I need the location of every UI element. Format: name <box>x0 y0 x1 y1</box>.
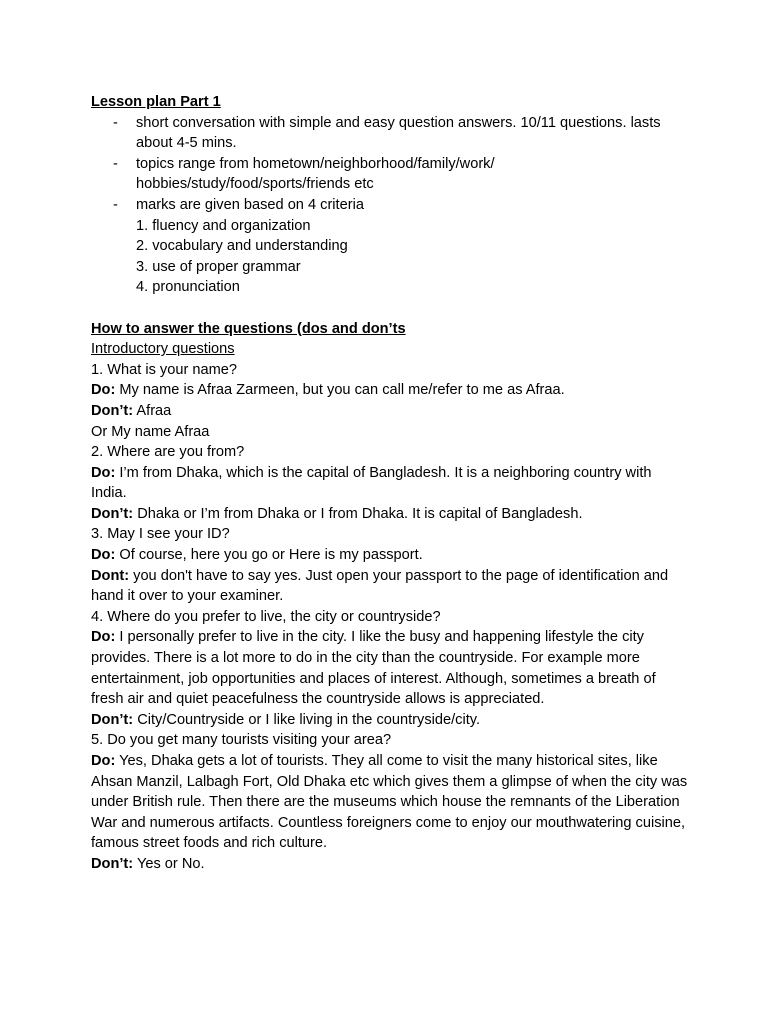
criteria-item: 1. fluency and organization <box>136 217 311 234</box>
qa-text: 4. Where do you prefer to live, the city or countryside? <box>91 608 441 625</box>
criteria-item: 4. pronunciation <box>136 279 240 296</box>
bullet-text: topics range from hometown/neighborhood/family/work/ hobbies/study/food/sports/friends etc <box>136 155 495 193</box>
qa-line <box>91 627 691 709</box>
qa-line <box>91 401 691 422</box>
section-title: How to answer the questions (dos and don’ts <box>91 320 406 337</box>
qa-line <box>91 442 691 463</box>
bullet-dash: - <box>113 155 118 172</box>
qa-line <box>91 730 691 751</box>
qa-line <box>91 751 691 854</box>
qa-line <box>91 524 691 545</box>
qa-text: 2. Where are you from? <box>91 444 245 461</box>
qa-label: Do: <box>91 753 116 769</box>
bullet-item <box>91 154 691 195</box>
qa-line <box>91 463 691 504</box>
criteria-list <box>91 216 691 298</box>
qa-line <box>91 545 691 566</box>
qa-line <box>91 607 691 628</box>
qa-label: Do: <box>91 547 116 564</box>
qa-line <box>91 422 691 443</box>
qa-line <box>91 566 691 607</box>
blank-line <box>91 298 691 319</box>
qa-text: City/Countryside or I like living in the countryside/city. <box>133 711 481 728</box>
qa-label: Do: <box>91 629 116 646</box>
qa-text: Yes, Dhaka gets a lot of tourists. They all come to visit the many historical sites, like Ahsan Manzil, Lalbagh Fort, Old Dhaka etc which gives them a glimpse of when the city was under British rule. Then there are the museums which house the remnants of the Liberation War and numerous artifacts. Countless foreigners come to enjoy our mouthwatering cuisine, famous street foods and rich culture. <box>91 753 688 852</box>
qa-text: Afraa <box>133 402 172 419</box>
qa-text: I personally prefer to live in the city. I like the busy and happening lifestyle the city provides. There is a lot more to do in the city than the countryside. For example more entertainment, job opportunities and places of interest. Although, sometimes a breath of fresh air and quiet peacefulness the countryside allows is appreciated. <box>91 629 656 708</box>
qa-line <box>91 380 691 401</box>
bullet-dash: - <box>113 196 118 213</box>
qa-text: 5. Do you get many tourists visiting your area? <box>91 732 392 749</box>
qa-label: Don’t: <box>91 855 134 872</box>
criteria-item: 2. vocabulary and understanding <box>136 238 348 255</box>
qa-text: My name is Afraa Zarmeen, but you can call me/refer to me as Afraa. <box>115 382 565 399</box>
qa-line <box>91 854 691 875</box>
qa-label: Do: <box>91 382 116 399</box>
bullet-item <box>91 195 691 216</box>
qa-text: you don't have to say yes. Just open your passport to the page of identification and hand it over to your examiner. <box>91 567 669 605</box>
lesson-plan-title: Lesson plan Part 1 <box>91 94 221 110</box>
qa-label: Dont: <box>91 567 130 584</box>
qa-text: Dhaka or I’m from Dhaka or I from Dhaka. It is capital of Bangladesh. <box>133 505 583 522</box>
qa-text: Of course, here you go or Here is my passport. <box>115 547 423 564</box>
qa-label: Don’t: <box>91 402 134 419</box>
qa-line <box>91 504 691 525</box>
qa-line <box>91 360 691 381</box>
qa-text: 3. May I see your ID? <box>91 526 230 543</box>
qa-text: 1. What is your name? <box>91 361 238 378</box>
document-body <box>91 92 691 875</box>
qa-list <box>91 360 691 875</box>
criteria-item: 3. use of proper grammar <box>136 258 301 275</box>
bullet-item <box>91 113 691 154</box>
subsection-title: Introductory questions <box>91 341 235 358</box>
qa-text: I’m from Dhaka, which is the capital of Bangladesh. It is a neighboring country with India. <box>91 464 652 502</box>
qa-label: Do: <box>91 464 116 481</box>
qa-line <box>91 710 691 731</box>
bullet-dash: - <box>113 114 118 131</box>
qa-text: Yes or No. <box>133 855 205 872</box>
qa-label: Don’t: <box>91 711 134 728</box>
overview-bullets <box>91 113 691 216</box>
qa-text: Or My name Afraa <box>91 423 210 440</box>
qa-label: Don’t: <box>91 505 134 522</box>
bullet-text: short conversation with simple and easy question answers. 10/11 questions. lasts about 4-5 mins. <box>136 114 661 152</box>
bullet-text: marks are given based on 4 criteria <box>136 196 364 213</box>
